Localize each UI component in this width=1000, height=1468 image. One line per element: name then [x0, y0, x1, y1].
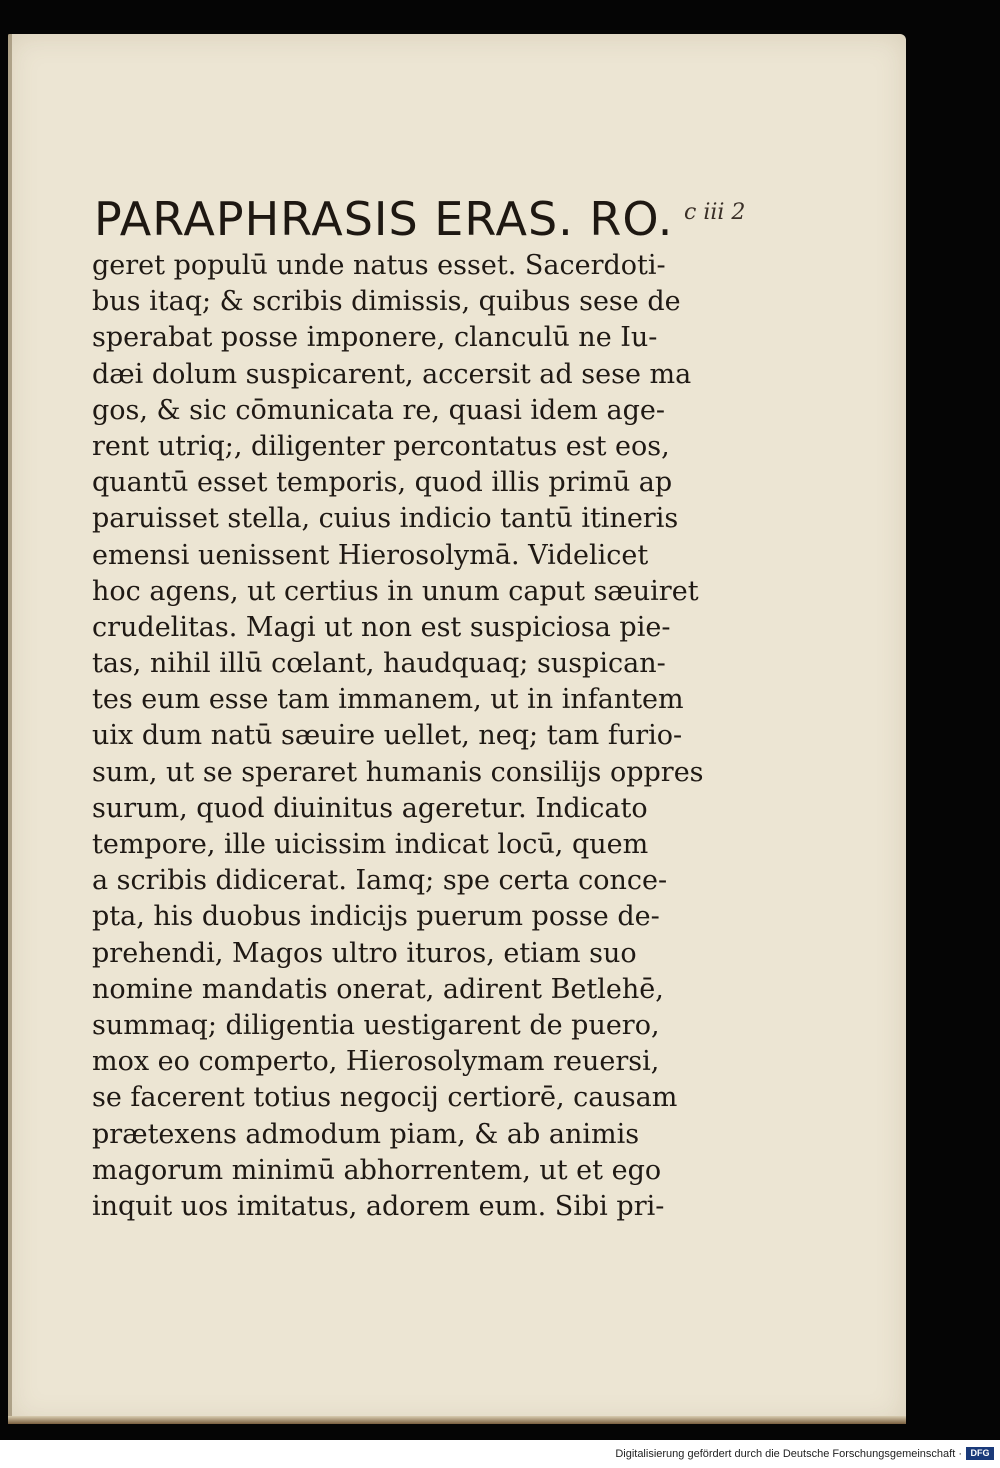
text-line: hoc agens, ut certius in unum caput sæuiret [92, 575, 699, 607]
text-line: nomine mandatis onerat, adirent Betlehē, [92, 973, 664, 1005]
text-line: crudelitas. Magi ut non est suspiciosa pie- [92, 611, 671, 643]
text-line: bus itaq; & scribis dimissis, quibus sese de [92, 286, 681, 318]
book-page [8, 34, 906, 1424]
text-line: sperabat posse imponere, clanculū ne Iu- [92, 322, 658, 354]
page-left-edge [8, 34, 12, 1424]
text-line: tempore, ille uicissim indicat locū, quem [92, 829, 649, 860]
text-line: se facerent totius negocij certiorē, causam [92, 1082, 678, 1114]
text-line: gos, & sic cōmunicata re, quasi idem age- [92, 394, 665, 426]
text-line: prehendi, Magos ultro ituros, etiam suo [92, 937, 637, 969]
text-line: surum, quod diuinitus ageretur. Indicato [92, 792, 648, 824]
text-line: prætexens admodum piam, & ab animis [92, 1118, 640, 1150]
page-bottom-edge [8, 1416, 906, 1424]
running-head: PARAPHRASIS ERAS. RO. [94, 192, 674, 246]
text-line: inquit uos imitatus, adorem eum. Sibi pri- [92, 1190, 665, 1222]
text-line: dæi dolum suspicarent, accersit ad sese ma [92, 358, 692, 390]
text-line: tes eum esse tam immanem, ut in infantem [92, 684, 684, 716]
text-line: geret populū unde natus esset. Sacerdoti- [92, 250, 666, 281]
text-line: rent utriq;, diligenter percontatus est eos, [92, 430, 670, 462]
text-line: a scribis didicerat. Iamq; spe certa conce- [92, 865, 668, 897]
text-line: mox eo comperto, Hierosolymam reuersi, [92, 1046, 660, 1078]
folio-mark: c iii 2 [684, 200, 746, 225]
text-line: tas, nihil illū cœlant, haudquaq; suspican- [92, 648, 666, 680]
text-line: magorum minimū abhorrentem, ut et ego [92, 1154, 662, 1186]
text-line: paruisset stella, cuius indicio tantū itineris [92, 503, 679, 535]
text-line: quantū esset temporis, quod illis primū ap [92, 467, 673, 499]
text-line: summaq; diligentia uestigarent de puero, [92, 1009, 660, 1041]
text-block [92, 248, 704, 1225]
text-line: emensi uenissent Hierosolymā. Videlicet [92, 539, 649, 571]
text-line: sum, ut se speraret humanis consilijs oppres [92, 756, 704, 788]
text-line: uix dum natū sæuire uellet, neq; tam furio- [92, 720, 683, 752]
digitization-footer [0, 1440, 1000, 1468]
funding-credit: Digitalisierung gefördert durch die Deutsche Forschungsgemeinschaft · [615, 1448, 962, 1460]
dfg-logo-icon: DFG [966, 1447, 994, 1460]
text-line: pta, his duobus indicijs puerum posse de- [92, 901, 660, 933]
